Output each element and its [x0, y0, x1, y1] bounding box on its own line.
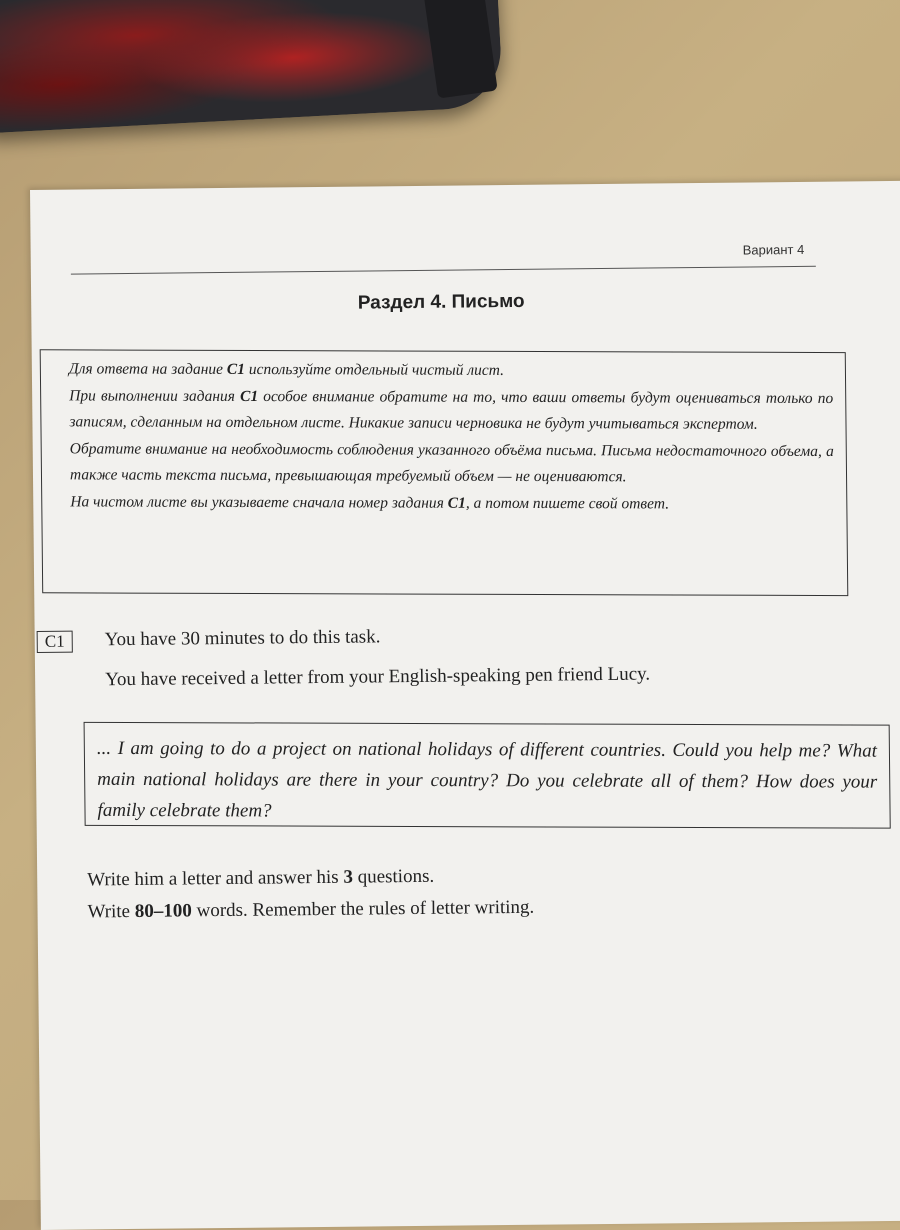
instruction-line: При выполнении задания С1 особое внимание обратите на то, что ваши ответы будут оцениваться только по записям, сделанным на отдельном листе. Никакие записи черновика не будут учитываться экспертом.: [69, 386, 834, 433]
instruction-line: На чистом листе вы указываете сначала номер задания С1, а потом пишете свой ответ.: [70, 492, 670, 512]
exam-sheet: [30, 181, 900, 1230]
letter-excerpt-text: ... I am going to do a project on national holidays of different countries. Could you help me? What main national holidays are there in your country? Do you celebrate all of them? How does your family celebrate them?: [96, 737, 878, 822]
instruction-line: Для ответа на задание С1 используйте отдельный чистый лист.: [68, 360, 505, 379]
section-title: Раздел 4. Письмо: [357, 290, 525, 314]
task-instruction-questions: Write him a letter and answer his 3 questions.: [87, 865, 435, 891]
header-divider: [71, 266, 816, 275]
instruction-line: Обратите внимание на необходимость соблюдения указанного объёма письма. Письма недостаточного объема, а также часть текста письма, превышающая требуемый объем — не оцениваются.: [69, 439, 834, 486]
task-instruction-wordcount: Write 80–100 words. Remember the rules of letter writing.: [87, 896, 535, 923]
instructions-box: [40, 349, 849, 596]
task-number-badge: C1: [37, 631, 73, 653]
task-time-text: You have 30 minutes to do this task.: [104, 626, 381, 651]
letter-excerpt-box: [84, 722, 891, 829]
task-context-text: You have received a letter from your English-speaking pen friend Lucy.: [105, 663, 651, 691]
variant-label: Вариант 4: [742, 241, 805, 258]
